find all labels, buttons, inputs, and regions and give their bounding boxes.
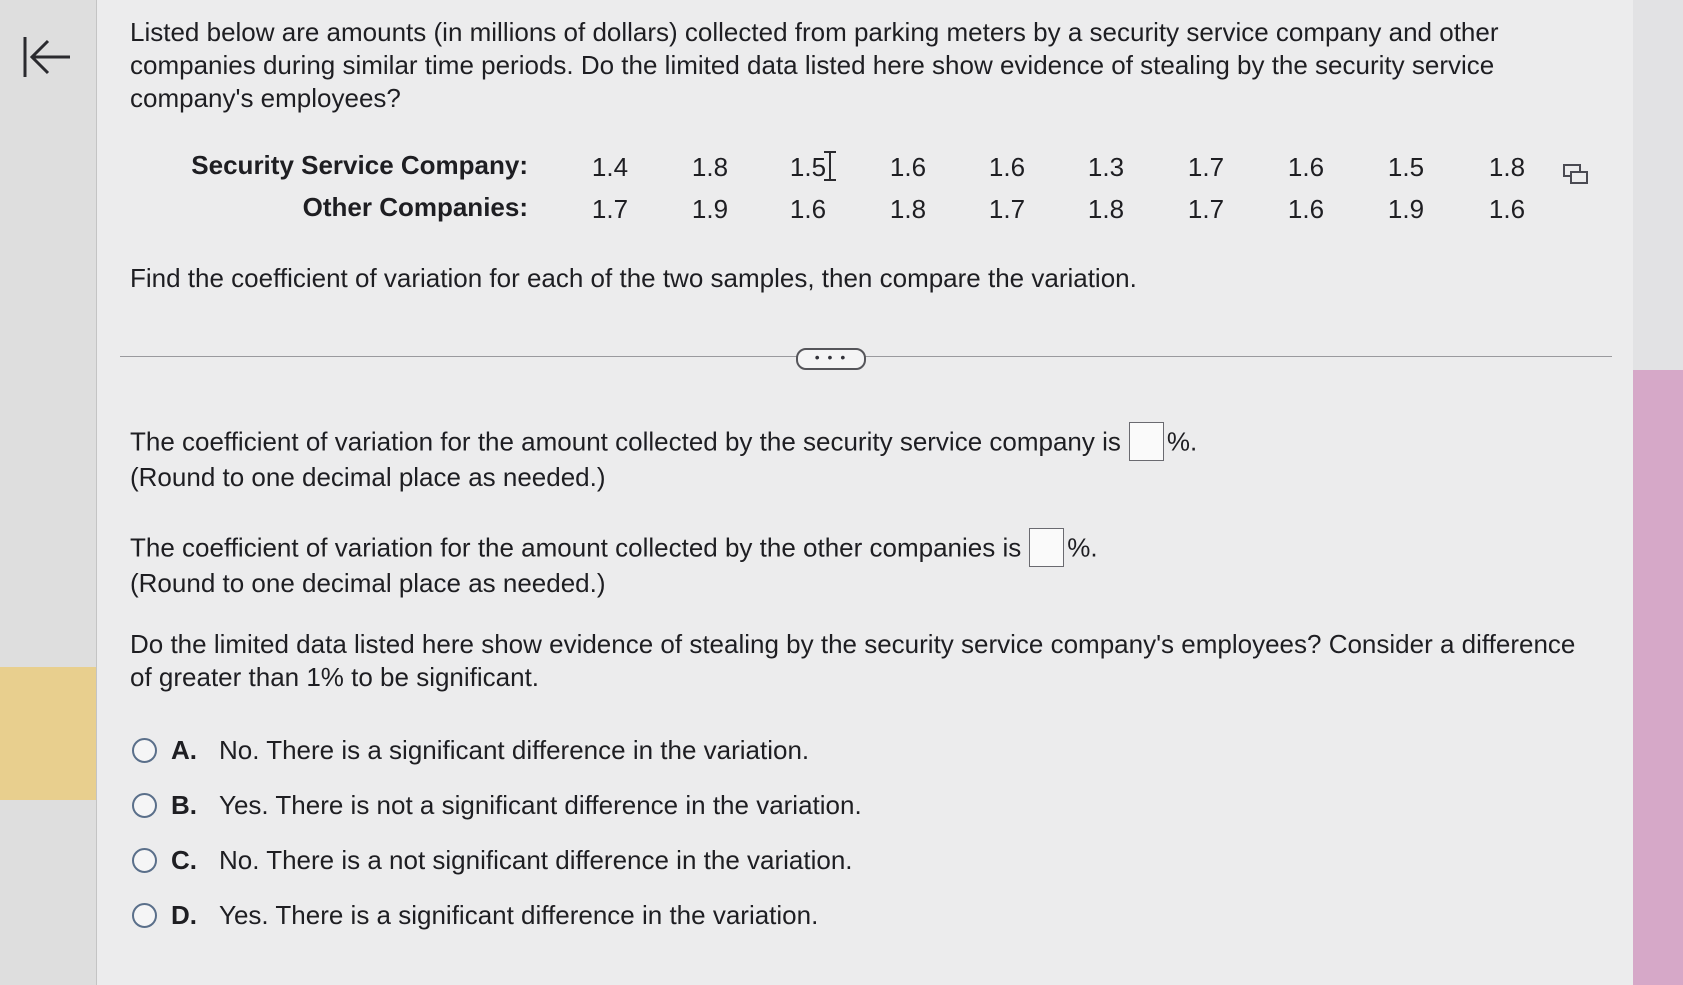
data-cell: 1.6 [1488,194,1526,224]
instruction-text: Find the coefficient of variation for each of the two samples, then compare the variation. [130,263,1137,293]
copy-data-icon[interactable] [1562,162,1590,186]
data-row-other [180,192,1600,234]
part2-answer-input[interactable] [1029,528,1064,567]
radio-button[interactable] [132,903,157,928]
option-letter: D. [171,899,197,930]
radio-button[interactable] [132,793,157,818]
part1-rounding-note: (Round to one decimal place as needed.) [130,462,606,492]
question-intro: Listed below are amounts (in millions of dollars) collected from parking meters by a security service company and other companies during similar time periods. Do the limited data listed here show evidence of stealing by the security service company's employees? [130,17,1499,113]
data-table [180,150,1600,234]
percent-sign: %. [1166,426,1198,457]
left-rail [0,0,97,985]
right-strip-background [1633,370,1683,985]
data-cell: 1.7 [1187,194,1225,224]
data-cell: 1.8 [691,152,729,182]
data-cell: 1.7 [988,194,1026,224]
part1-prompt-text: The coefficient of variation for the amount collected by the security service company is [130,426,1121,457]
data-cell: 1.5 [789,152,827,182]
option-letter: A. [171,734,197,765]
row-label: Other Companies: [302,192,528,222]
data-cell: 1.5 [1387,152,1425,182]
data-cell: 1.6 [1287,194,1325,224]
data-cell: 1.7 [1187,152,1225,182]
option-text: Yes. There is not a significant difference in the variation. [219,789,862,820]
percent-sign: %. [1067,532,1098,563]
data-cell: 1.6 [889,152,927,182]
data-cell: 1.8 [1087,194,1125,224]
data-cell: 1.6 [1287,152,1325,182]
part2-prompt-text: The coefficient of variation for the amount collected by the other companies is [130,532,1022,563]
option-a[interactable] [132,732,809,768]
right-strip [1633,0,1683,985]
option-letter: C. [171,844,197,875]
part2-prompt [130,530,1098,569]
data-cell: 1.9 [691,194,729,224]
section-divider [120,356,1612,357]
part2-rounding-note: (Round to one decimal place as needed.) [130,568,606,598]
right-strip-top [1633,0,1683,370]
radio-button[interactable] [132,738,157,763]
part3-prompt: Do the limited data listed here show evidence of stealing by the security service company's employees? Consider a difference of greater than 1% to be significant. [130,629,1576,692]
row-label: Security Service Company: [191,150,528,180]
option-text: Yes. There is a significant difference in the variation. [219,899,819,930]
expand-more-button[interactable]: • • • [796,348,866,370]
data-cell: 1.6 [789,194,827,224]
option-text: No. There is a not significant difference in the variation. [219,844,853,875]
radio-button[interactable] [132,848,157,873]
data-cell: 1.6 [988,152,1026,182]
data-cell: 1.7 [591,194,629,224]
data-cell: 1.3 [1087,152,1125,182]
option-text: No. There is a significant difference in the variation. [219,734,810,765]
text-cursor-icon [822,150,838,182]
side-highlight [0,667,96,800]
option-letter: B. [171,789,197,820]
option-b[interactable] [132,787,862,823]
part1-answer-input[interactable] [1129,422,1164,461]
data-cell: 1.8 [889,194,927,224]
data-cell: 1.8 [1488,152,1526,182]
option-c[interactable] [132,842,853,878]
option-d[interactable] [132,897,818,933]
collapse-left-icon[interactable] [22,34,74,80]
data-cell: 1.9 [1387,194,1425,224]
data-cell: 1.4 [591,152,629,182]
data-row-security [180,150,1600,192]
part1-prompt [130,424,1197,463]
